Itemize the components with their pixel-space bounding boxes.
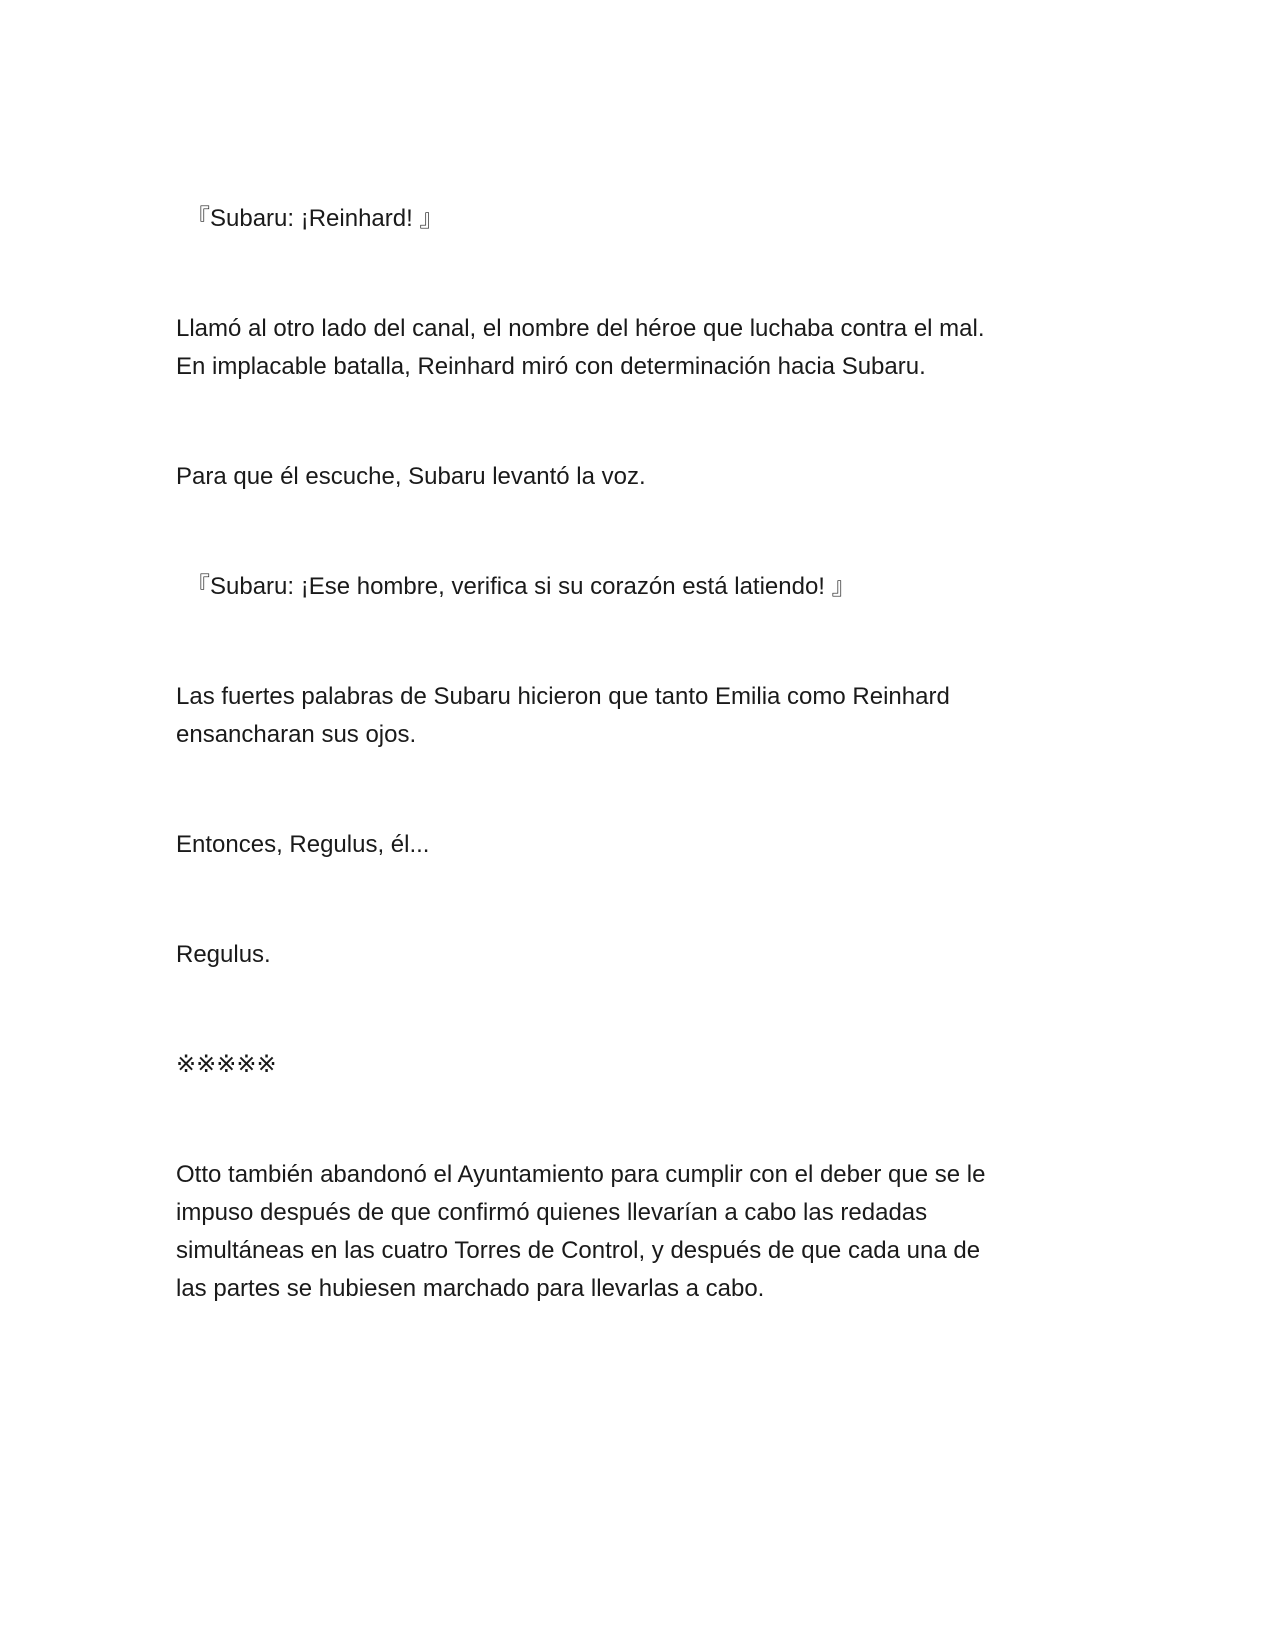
- document-body: [176, 200, 1096, 1308]
- paragraph-otto: [176, 1156, 1096, 1308]
- text-line: 『Subaru: ¡Ese hombre, verifica si su corazón está latiendo! 』: [186, 573, 856, 600]
- paragraph-canal: [176, 310, 1096, 386]
- paragraph-regulus-2: [176, 936, 1096, 974]
- paragraph-gap: [176, 754, 1096, 826]
- dialogue-heart: [176, 568, 1096, 606]
- text-line: las partes se hubiesen marchado para llevarlas a cabo.: [176, 1275, 765, 1302]
- paragraph-gap: [176, 238, 1096, 310]
- separator-marks: ※※※※※: [176, 1051, 277, 1078]
- text-line: simultáneas en las cuatro Torres de Control, y después de que cada una de: [176, 1237, 981, 1264]
- text-line: 『Subaru: ¡Reinhard! 』: [186, 205, 444, 232]
- text-line: Llamó al otro lado del canal, el nombre del héroe que luchaba contra el mal.: [176, 315, 985, 342]
- text-line: impuso después de que confirmó quienes llevarían a cabo las redadas: [176, 1199, 928, 1226]
- text-line: Regulus.: [176, 941, 271, 968]
- text-line: En implacable batalla, Reinhard miró con determinación hacia Subaru.: [176, 353, 926, 380]
- text-line: Otto también abandonó el Ayuntamiento para cumplir con el deber que se le: [176, 1161, 986, 1188]
- dialogue-reinhard: [176, 200, 1096, 238]
- text-line: Para que él escuche, Subaru levantó la voz.: [176, 463, 646, 490]
- paragraph-gap: [176, 386, 1096, 458]
- paragraph-regulus-1: [176, 826, 1096, 864]
- text-line: ensancharan sus ojos.: [176, 721, 417, 748]
- text-line: Las fuertes palabras de Subaru hicieron que tanto Emilia como Reinhard: [176, 683, 950, 710]
- paragraph-gap: [176, 606, 1096, 678]
- text-line: Entonces, Regulus, él...: [176, 831, 430, 858]
- section-separator: [176, 1046, 1096, 1084]
- paragraph-gap: [176, 1084, 1096, 1156]
- paragraph-gap: [176, 864, 1096, 936]
- paragraph-eyes: [176, 678, 1096, 754]
- paragraph-gap: [176, 496, 1096, 568]
- paragraph-voice: [176, 458, 1096, 496]
- paragraph-gap: [176, 974, 1096, 1046]
